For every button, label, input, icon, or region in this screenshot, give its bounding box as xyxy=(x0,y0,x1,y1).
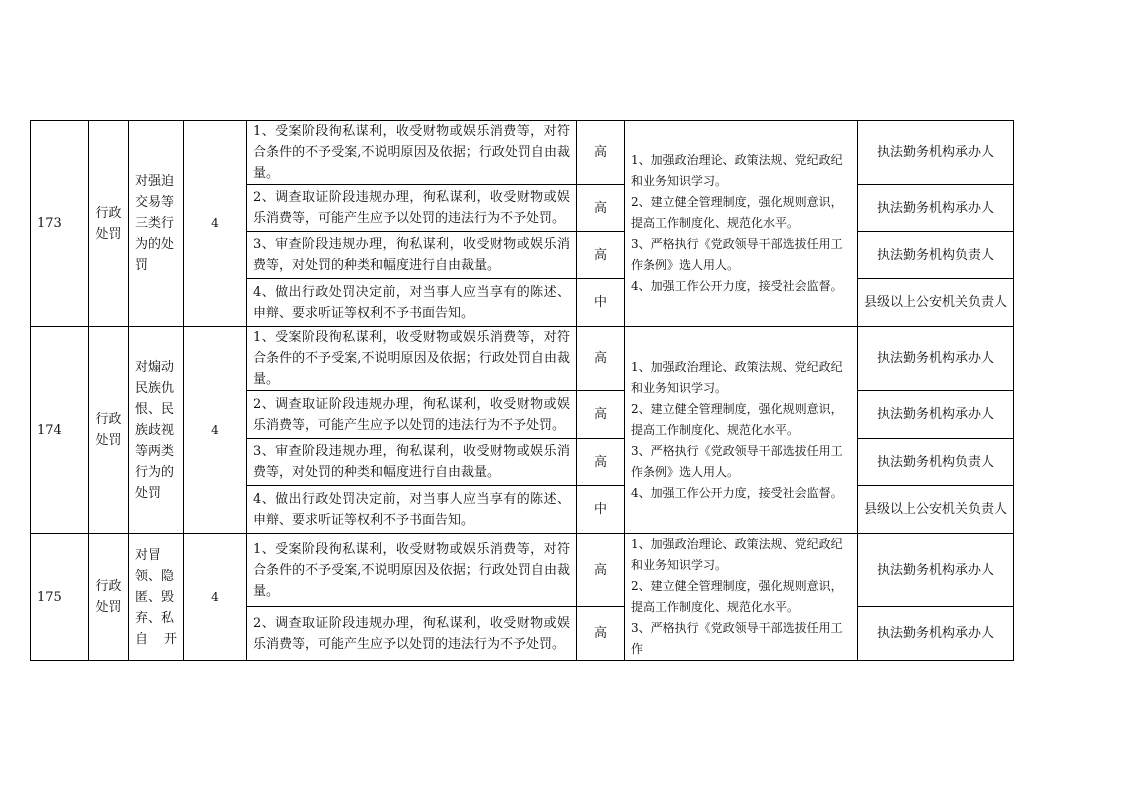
responsible-cell: 执法勤务机构承办人 xyxy=(858,534,1014,607)
responsible-cell: 县级以上公安机关负责人 xyxy=(858,486,1014,534)
table-row xyxy=(31,534,1014,607)
prevention-measures-cell xyxy=(625,121,858,327)
measure-line: 4、加强工作公开力度，接受社会监督。 xyxy=(631,485,843,500)
responsible-cell: 县级以上公安机关负责人 xyxy=(858,279,1014,327)
category-cell: 行政处罚 xyxy=(89,534,129,661)
risk-level-cell: 高 xyxy=(577,232,625,279)
category-cell: 行政处罚 xyxy=(89,327,129,534)
risk-point-cell: 1、受案阶段徇私谋利，收受财物或娱乐消费等，对符合条件的不予受案,不说明原因及依据；行政处罚自由裁量。 xyxy=(247,327,577,391)
responsible-cell: 执法勤务机构负责人 xyxy=(858,439,1014,486)
risk-level-cell: 高 xyxy=(577,327,625,391)
item-number: 173 xyxy=(31,121,89,327)
measure-line: 1、加强政治理论、政策法规、党纪政纪和业务知识学习。 xyxy=(631,153,843,188)
risk-point-cell: 2、调查取证阶段违规办理，徇私谋利，收受财物或娱乐消费等，可能产生应予以处罚的违法行为不予处罚。 xyxy=(247,391,577,439)
measure-line: 4、加强工作公开力度，接受社会监督。 xyxy=(631,279,843,293)
measure-line: 3、严格执行《党政领导干部选拔任用工作条例》选人用人。 xyxy=(631,237,843,272)
responsible-cell: 执法勤务机构承办人 xyxy=(858,607,1014,661)
measure-line: 3、严格执行《党政领导干部选拔任用工作条例》选人用人。 xyxy=(631,443,843,479)
measure-line: 3、严格执行《党政领导干部选拔任用工作 xyxy=(631,621,843,656)
risk-count-cell: 4 xyxy=(184,327,247,534)
measure-line: 1、加强政治理论、政策法规、党纪政纪和业务知识学习。 xyxy=(631,359,843,395)
responsible-cell: 执法勤务机构承办人 xyxy=(858,185,1014,232)
prevention-measures-cell xyxy=(625,534,858,661)
responsible-cell: 执法勤务机构承办人 xyxy=(858,391,1014,439)
item-name-cell: 对煽动民族仇恨、民族歧视等两类行为的处罚 xyxy=(129,327,184,534)
risk-point-cell: 1、受案阶段徇私谋利，收受财物或娱乐消费等，对符合条件的不予受案,不说明原因及依据；行政处罚自由裁量。 xyxy=(247,534,577,607)
item-number: 175 xyxy=(31,534,89,661)
risk-level-cell: 中 xyxy=(577,279,625,327)
risk-point-cell: 4、做出行政处罚决定前，对当事人应当享有的陈述、申辩、要求听证等权利不予书面告知。 xyxy=(247,486,577,534)
measure-line: 2、建立健全管理制度，强化规则意识，提高工作制度化、规范化水平。 xyxy=(631,195,843,230)
responsible-cell: 执法勤务机构承办人 xyxy=(858,121,1014,185)
prevention-measures-cell xyxy=(625,327,858,534)
risk-point-cell: 2、调查取证阶段违规办理，徇私谋利，收受财物或娱乐消费等，可能产生应予以处罚的违法行为不予处罚。 xyxy=(247,607,577,661)
responsible-cell: 执法勤务机构负责人 xyxy=(858,232,1014,279)
risk-level-cell: 高 xyxy=(577,534,625,607)
risk-point-cell: 4、做出行政处罚决定前，对当事人应当享有的陈述、申辩、要求听证等权利不予书面告知。 xyxy=(247,279,577,327)
risk-level-cell: 高 xyxy=(577,439,625,486)
item-number: 174 xyxy=(31,327,89,534)
item-name-cell: 对冒领、隐匿、毁弃、私自开 xyxy=(129,534,184,661)
risk-level-cell: 高 xyxy=(577,185,625,232)
item-name-cell: 对强迫交易等三类行为的处罚 xyxy=(129,121,184,327)
risk-control-table xyxy=(30,120,1014,661)
measure-line: 1、加强政治理论、政策法规、党纪政纪和业务知识学习。 xyxy=(631,537,843,572)
measure-line: 2、建立健全管理制度，强化规则意识，提高工作制度化、规范化水平。 xyxy=(631,579,843,614)
risk-level-cell: 中 xyxy=(577,486,625,534)
risk-point-cell: 3、审查阶段违规办理，徇私谋利，收受财物或娱乐消费等，对处罚的种类和幅度进行自由裁量。 xyxy=(247,232,577,279)
measure-line: 2、建立健全管理制度，强化规则意识，提高工作制度化、规范化水平。 xyxy=(631,401,843,437)
table-row xyxy=(31,121,1014,185)
risk-count-cell: 4 xyxy=(184,534,247,661)
table-row xyxy=(31,327,1014,391)
risk-level-cell: 高 xyxy=(577,607,625,661)
risk-count-cell: 4 xyxy=(184,121,247,327)
risk-level-cell: 高 xyxy=(577,121,625,185)
category-cell: 行政处罚 xyxy=(89,121,129,327)
risk-point-cell: 3、审查阶段违规办理，徇私谋利，收受财物或娱乐消费等，对处罚的种类和幅度进行自由裁量。 xyxy=(247,439,577,486)
risk-point-cell: 1、受案阶段徇私谋利，收受财物或娱乐消费等，对符合条件的不予受案,不说明原因及依据；行政处罚自由裁量。 xyxy=(247,121,577,185)
risk-point-cell: 2、调查取证阶段违规办理，徇私谋利，收受财物或娱乐消费等，可能产生应予以处罚的违法行为不予处罚。 xyxy=(247,185,577,232)
risk-level-cell: 高 xyxy=(577,391,625,439)
responsible-cell: 执法勤务机构承办人 xyxy=(858,327,1014,391)
